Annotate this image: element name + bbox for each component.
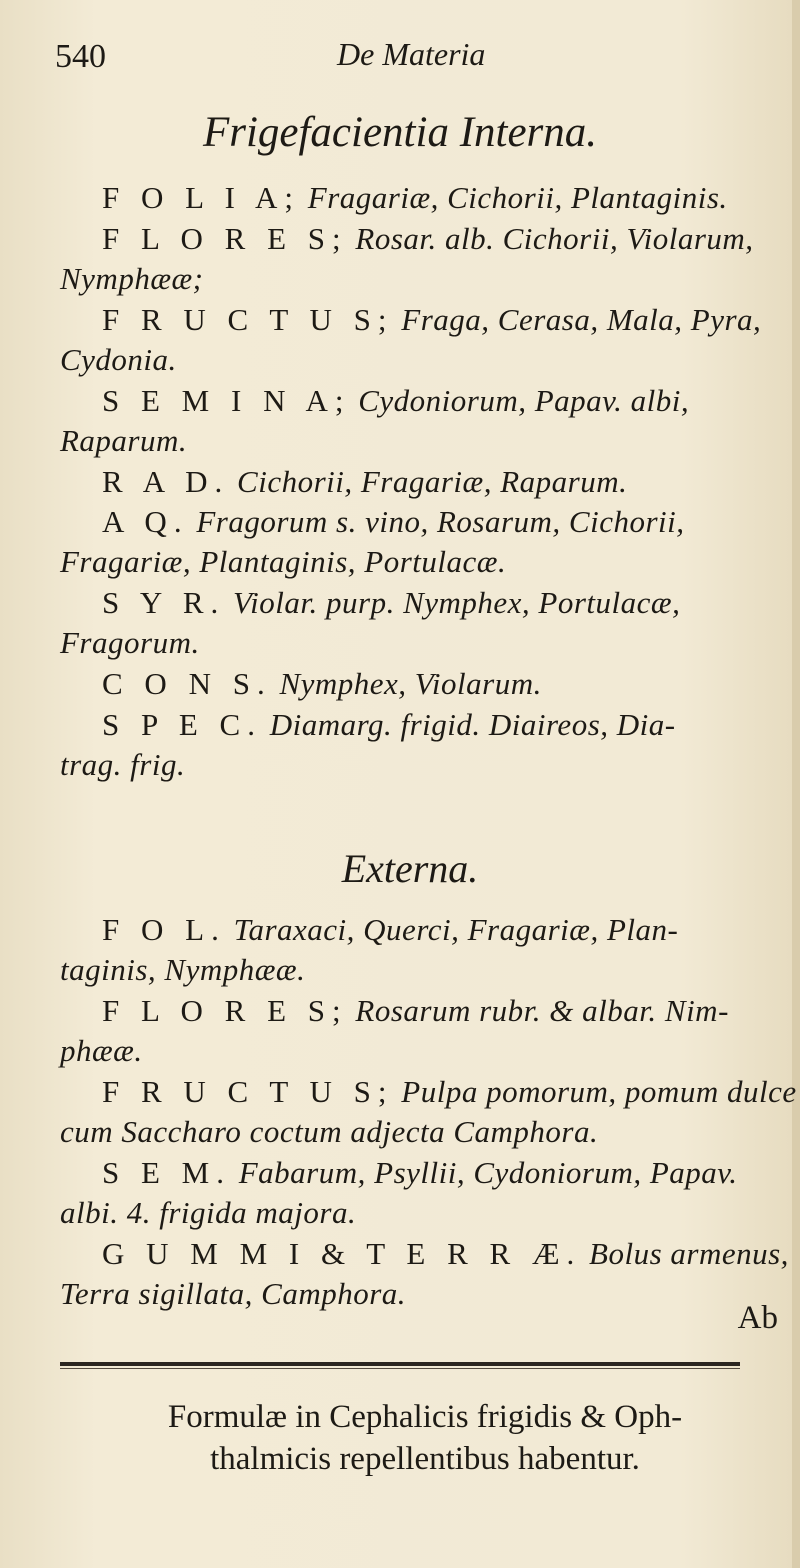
entry-text: cum Saccharo coctum adjecta Camphora. <box>60 1114 599 1149</box>
entry-label: S E M I N A; <box>102 382 351 418</box>
entry-text: Pulpa pomorum, pomum dulce <box>401 1074 797 1109</box>
entry-text: Fragorum s. vino, Rosarum, Cichorii, <box>196 504 685 539</box>
externa-entry <box>60 1072 797 1152</box>
entry-line <box>60 910 790 950</box>
interna-entry <box>60 664 790 704</box>
entry-text: Fragariæ, Plantaginis, Portulacæ. <box>60 544 507 579</box>
interna-entry <box>60 300 790 380</box>
entry-label: R A D. <box>102 463 230 499</box>
entry-text: Raparum. <box>60 422 188 458</box>
footnote-line: Formulæ in Cephalicis frigidis & Oph- <box>167 1399 683 1435</box>
entry-text: Nymphææ; <box>60 260 204 296</box>
entry-text: Taraxaci, Querci, Fragariæ, Plan- <box>233 912 679 947</box>
entry-line <box>60 259 790 299</box>
interna-entry <box>60 462 790 502</box>
entry-text: Cydonia. <box>60 341 177 377</box>
entry-line <box>60 340 790 380</box>
entry-line <box>60 1112 790 1152</box>
footnote-rule-thin <box>60 1368 740 1369</box>
entry-label: F O L. <box>102 912 226 947</box>
footnote-rule <box>60 1362 740 1366</box>
entry-text: Cydoniorum, Papav. albi, <box>358 382 690 418</box>
section-subtitle: Externa. <box>341 846 479 891</box>
entry-text: taginis, Nymphææ. <box>60 952 306 987</box>
entry-text: phææ. <box>60 1033 143 1068</box>
entry-line <box>60 1072 797 1112</box>
entry-line <box>60 583 790 623</box>
externa-entry <box>60 1153 790 1233</box>
entry-line <box>60 219 790 259</box>
entry-line <box>60 991 790 1031</box>
entry-line <box>60 1031 790 1071</box>
entry-label: F L O R E S; <box>102 993 348 1028</box>
entry-line <box>60 502 790 542</box>
interna-entry <box>60 219 790 299</box>
section-title: Frigefacientia Interna. <box>202 109 598 156</box>
entry-text: Rosar. alb. Cichorii, Violarum, <box>355 220 754 256</box>
footnote <box>60 1396 790 1480</box>
interna-entry <box>60 583 790 663</box>
page-edge <box>792 0 800 1568</box>
entry-line <box>60 1153 790 1193</box>
entry-text: Fabarum, Psyllii, Cydoniorum, Papav. <box>238 1155 738 1190</box>
footnote-line: thalmicis repellentibus habentur. <box>210 1441 640 1477</box>
entry-label: C O N S. <box>102 666 272 701</box>
entry-line <box>60 300 790 340</box>
entry-line <box>60 421 790 461</box>
entry-text: Rosarum rubr. & albar. Nim- <box>355 993 729 1028</box>
entry-label: G U M M I & T E R R Æ. <box>102 1236 582 1271</box>
externa-entry <box>60 910 790 990</box>
entry-line <box>60 1274 790 1314</box>
page-header <box>55 32 770 82</box>
entry-text: Bolus armenus, <box>589 1236 789 1271</box>
entry-label: S Y R. <box>102 585 226 620</box>
page-number: 540 <box>55 38 106 75</box>
interna-entry <box>60 178 790 218</box>
entry-line <box>60 178 790 218</box>
entry-line <box>60 664 790 704</box>
entry-text: Fragariæ, Cichorii, Plantaginis. <box>307 180 728 215</box>
entry-line <box>60 623 790 663</box>
entry-line <box>60 745 790 785</box>
entry-label: A Q. <box>102 504 189 539</box>
entry-label: F R U C T U S; <box>102 1074 394 1109</box>
entry-text: albi. 4. frigida majora. <box>60 1195 357 1230</box>
catchword: Ab <box>737 1300 778 1336</box>
externa-entry <box>60 1234 790 1314</box>
entry-line <box>60 705 790 745</box>
entry-text: Terra sigillata, Camphora. <box>60 1276 407 1311</box>
externa-entry <box>60 991 790 1071</box>
interna-entry <box>60 381 790 461</box>
entry-text: Fraga, Cerasa, Mala, Pyra, <box>401 301 762 337</box>
running-head: De Materia <box>337 36 486 72</box>
entry-line <box>60 1234 790 1274</box>
entry-text: Diamarg. frigid. Diaireos, Dia- <box>269 706 676 742</box>
entry-line <box>60 462 790 502</box>
interna-entry <box>60 705 790 785</box>
entry-text: Fragorum. <box>60 625 200 660</box>
entry-label: S P E C. <box>102 706 262 742</box>
entry-label: S E M. <box>102 1155 231 1190</box>
entry-line <box>60 950 790 990</box>
entry-text: Violar. purp. Nymphex, Portulacæ, <box>233 585 681 620</box>
entry-text: trag. frig. <box>60 746 186 782</box>
entry-line <box>60 542 790 582</box>
entry-label: F O L I A; <box>102 180 301 215</box>
interna-entry <box>60 502 790 582</box>
entry-line <box>60 1193 790 1233</box>
entry-label: F L O R E S; <box>102 220 348 256</box>
entry-text: Nymphex, Violarum. <box>279 666 542 701</box>
entry-line <box>60 381 790 421</box>
entry-label: F R U C T U S; <box>102 301 394 337</box>
entry-text: Cichorii, Fragariæ, Raparum. <box>237 463 628 499</box>
